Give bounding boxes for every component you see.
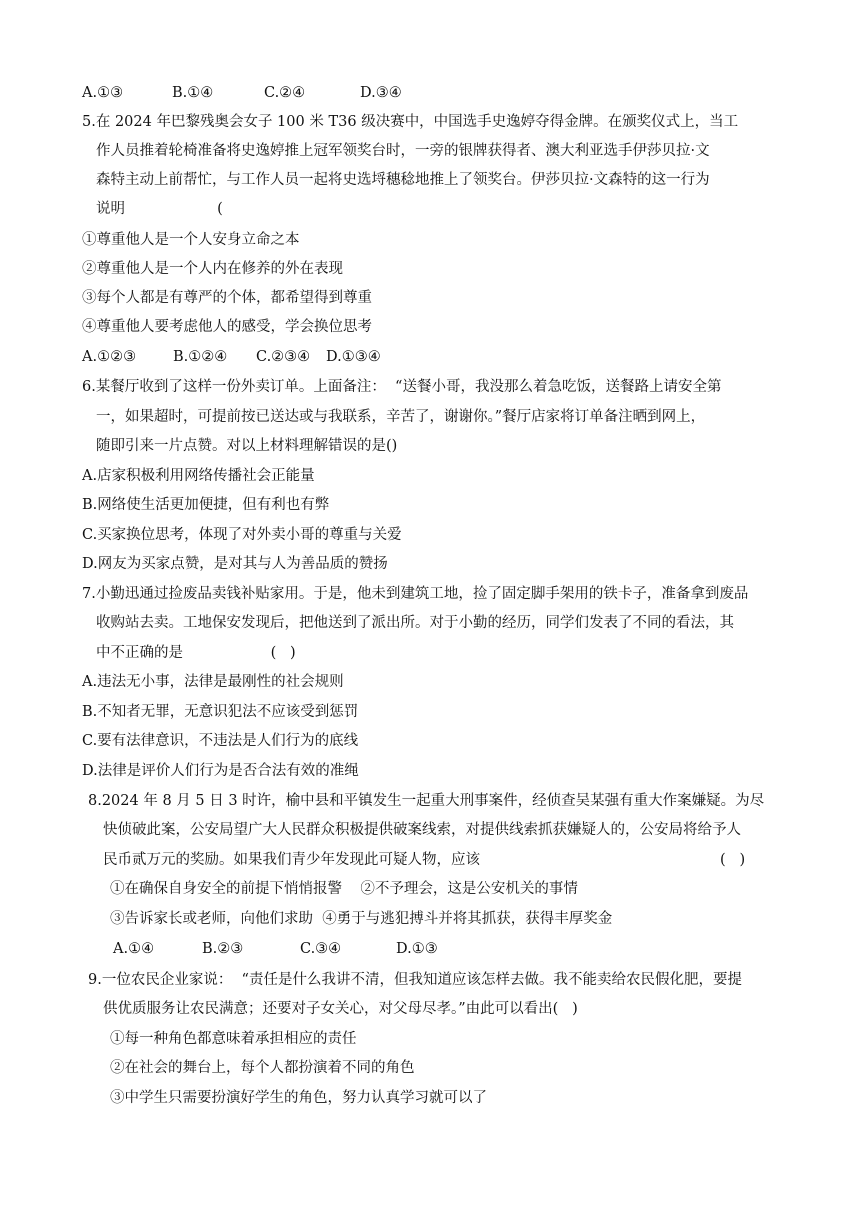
q7-stem-line-1: 7.小勤迅通过捡废品卖钱补贴家用。于是，他未到建筑工地，捡了固定脚手架用的铁卡子，准备拿到废品 (82, 586, 749, 602)
q7-option-c: C.要有法律意识，不违法是人们行为的底线 (82, 733, 359, 749)
q6-option-d: D.网友为买家点赞，是对其与人为善品质的赞扬 (82, 556, 388, 572)
q9-statement-2: ②在社会的舞台上，每个人都扮演着不同的角色 (110, 1060, 415, 1076)
q4-option-c: C.②④ (264, 85, 306, 101)
q5-stem-line-3: 森特主动上前帮忙，与工作人员一起将史选埒穗稔地推上了领奖台。伊莎贝拉·文森特的这一行为 (96, 172, 710, 188)
q8-statement-line-2: ③告诉家长或老师，向他们求助 ④勇于与逃犯搏斗并将其抓获，获得丰厚奖金 (110, 911, 613, 927)
q8-option-d: D.①③ (396, 941, 438, 957)
q9-statement-3: ③中学生只需要扮演好学生的角色，努力认真学习就可以了 (110, 1090, 487, 1106)
q6-stem-line-2: 一，如果超时，可提前按已送达或与我联系，辛苦了，谢谢你。”餐厅店家将订单备注晒到网上， (96, 409, 706, 425)
q9-stem-line-2: 供优质服务让农民满意；还要对子女关心，对父母尽孝。”由此可以看出( ) (103, 1001, 578, 1017)
q6-option-c: C.买家换位思考，体现了对外卖小哥的尊重与关爱 (82, 527, 402, 543)
q6-option-a: A.店家积极利用网络传播社会正能量 (82, 468, 315, 484)
q5-statement-1: ①尊重他人是一个人安身立命之本 (82, 232, 300, 248)
q4-option-d: D.③④ (360, 85, 402, 101)
q7-stem-line-3: 中不正确的是 ( ) (96, 645, 296, 661)
q8-stem-line-3: 民币贰万元的奖励。如果我们青少年发现此可疑人物，应该 (103, 852, 480, 868)
q8-options (113, 935, 438, 964)
q7-stem-line-2: 收购站去卖。工地保安发现后，把他送到了派出所。对于小勤的经历，同学们发表了不同的看法，其 (96, 615, 734, 631)
q5-stem-line-2: 作人员推着轮椅准备将史逸婷推上冠军领奖台时，一旁的银牌获得者、澳大利亚选手伊莎贝拉·文 (96, 143, 710, 159)
q7-option-b: B.不知者无罪，无意识犯法不应该受到惩罚 (82, 704, 359, 720)
q4-option-a: A.①③ (82, 85, 124, 101)
q5-statement-4: ④尊重他人要考虑他人的感受，学会换位思考 (82, 319, 372, 335)
q5-stem-line-4: 说明 ( (96, 201, 223, 217)
q5-option-a: A.①②③ (82, 349, 137, 365)
q8-answer-bracket: ( ) (720, 852, 746, 868)
q5-option-b: B.①②④ (173, 349, 228, 365)
q5-statement-2: ②尊重他人是一个人内在修养的外在表现 (82, 261, 343, 277)
q4-options (82, 79, 402, 108)
q6-stem-line-1: 6.某餐厅收到了这样一份外卖订单。上面备注： “送餐小哥，我没那么着急吃饭，送餐路上请安全第 (82, 379, 722, 395)
q6-option-b: B.网络使生活更加便捷，但有利也有弊 (82, 497, 330, 513)
q8-option-a: A.①④ (113, 941, 155, 957)
q5-statement-3: ③每个人都是有尊严的个体，都希望得到尊重 (82, 290, 372, 306)
q9-statement-1: ①每一种角色都意味着承担相应的责任 (110, 1031, 357, 1047)
q8-option-b: B.②③ (202, 941, 244, 957)
q5-stem-line-1: 5.在 2024 年巴黎残奥会女子 100 米 T36 级决赛中，中国选手史逸婷夺得金牌。在颁奖仪式上，当工 (82, 114, 739, 130)
q4-option-b: B.①④ (172, 85, 214, 101)
q5-option-c: C.②③④ (256, 349, 311, 365)
q5-option-d: D.①③④ (326, 349, 381, 365)
q7-option-a: A.违法无小事，法律是最刚性的社会规则 (82, 674, 344, 690)
q5-options (82, 343, 381, 372)
q8-option-c: C.③④ (300, 941, 342, 957)
q8-statement-line-1: ①在确保自身安全的前提下悄悄报警 ②不予理会，这是公安机关的事情 (110, 881, 578, 897)
q7-option-d: D.法律是评价人们行为是否合法有效的准绳 (82, 763, 359, 779)
q8-stem-line-1: 8.2024 年 8 月 5 日 3 时许，榆中县和平镇发生一起重大刑事案件，经侦查吴某强有重大作案嫌疑。为尽 (88, 793, 765, 809)
q8-stem-line-2: 快侦破此案，公安局望广大人民群众积极提供破案线索，对提供线索抓获嫌疑人的，公安局将给予人 (103, 822, 741, 838)
q6-stem-line-3: 随即引来一片点赞。对以上材料理解错误的是() (96, 438, 398, 454)
q9-stem-line-1: 9.一位农民企业家说： “责任是什么我讲不清，但我知道应该怎样去做。我不能卖给农民假化肥，要提 (88, 972, 742, 988)
